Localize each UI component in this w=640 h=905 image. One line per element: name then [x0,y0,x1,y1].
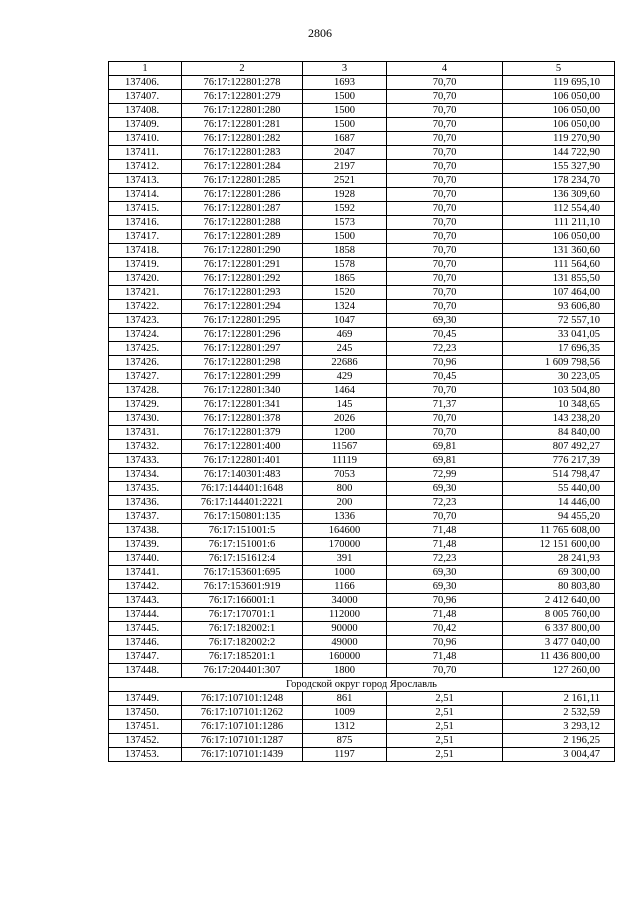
cadastral-value-cell: 3 004,47 [503,748,615,762]
specific-value-cell: 71,48 [387,524,503,538]
cadastral-number-cell: 76:17:151001:6 [182,538,303,552]
table-row [109,608,615,622]
cadastral-number-cell: 76:17:185201:1 [182,650,303,664]
table-row [109,538,615,552]
area-cell: 1573 [303,216,387,230]
cadastral-value-cell: 112 554,40 [503,202,615,216]
area-cell: 429 [303,370,387,384]
area-cell: 160000 [303,650,387,664]
area-cell: 1500 [303,90,387,104]
cadastral-number-cell: 76:17:122801:340 [182,384,303,398]
row-number-cell: 137439. [109,538,182,552]
table-row [109,328,615,342]
row-number-cell: 137440. [109,552,182,566]
area-cell: 1197 [303,748,387,762]
specific-value-cell: 2,51 [387,706,503,720]
cadastral-number-cell: 76:17:182002:1 [182,622,303,636]
row-number-cell: 137437. [109,510,182,524]
row-number-cell: 137424. [109,328,182,342]
table-row [109,748,615,762]
cadastral-value-cell: 6 337 800,00 [503,622,615,636]
specific-value-cell: 70,70 [387,216,503,230]
row-number-cell: 137445. [109,622,182,636]
table-row [109,580,615,594]
specific-value-cell: 70,42 [387,622,503,636]
table-row [109,384,615,398]
specific-value-cell: 70,70 [387,286,503,300]
cadastral-value-cell: 127 260,00 [503,664,615,678]
specific-value-cell: 70,70 [387,160,503,174]
row-number-cell: 137443. [109,594,182,608]
cadastral-value-cell: 17 696,35 [503,342,615,356]
table-row [109,174,615,188]
table-row [109,244,615,258]
row-number-cell: 137422. [109,300,182,314]
specific-value-cell: 70,70 [387,174,503,188]
specific-value-cell: 70,70 [387,76,503,90]
cadastral-number-cell: 76:17:107101:1248 [182,692,303,706]
area-cell: 1800 [303,664,387,678]
cadastral-number-cell: 76:17:151001:5 [182,524,303,538]
specific-value-cell: 69,81 [387,440,503,454]
area-cell: 1500 [303,104,387,118]
cadastral-number-cell: 76:17:140301:483 [182,468,303,482]
table-row [109,188,615,202]
cadastral-number-cell: 76:17:122801:289 [182,230,303,244]
cadastral-value-cell: 103 504,80 [503,384,615,398]
table-row [109,300,615,314]
row-number-cell: 137433. [109,454,182,468]
table-row [109,734,615,748]
cadastral-value-cell: 106 050,00 [503,90,615,104]
cadastral-value-cell: 2 412 640,00 [503,594,615,608]
table-row [109,216,615,230]
cadastral-value-cell: 776 217,39 [503,454,615,468]
cadastral-number-cell: 76:17:144401:1648 [182,482,303,496]
cadastral-number-cell: 76:17:182002:2 [182,636,303,650]
row-number-cell: 137423. [109,314,182,328]
area-cell: 1687 [303,132,387,146]
cadastral-number-cell: 76:17:122801:400 [182,440,303,454]
row-number-cell: 137452. [109,734,182,748]
cadastral-value-cell: 80 803,80 [503,580,615,594]
table-row [109,622,615,636]
cadastral-number-cell: 76:17:122801:281 [182,118,303,132]
row-number-cell: 137430. [109,412,182,426]
area-cell: 1047 [303,314,387,328]
cadastral-value-cell: 2 532,59 [503,706,615,720]
specific-value-cell: 69,30 [387,580,503,594]
cadastral-number-cell: 76:17:204401:307 [182,664,303,678]
table-row [109,594,615,608]
row-number-cell: 137453. [109,748,182,762]
cadastral-value-cell: 72 557,10 [503,314,615,328]
cadastral-number-cell: 76:17:122801:294 [182,300,303,314]
area-cell: 1928 [303,188,387,202]
table-row [109,482,615,496]
cadastral-value-cell: 106 050,00 [503,230,615,244]
page-number: 2806 [308,26,332,40]
area-cell: 1324 [303,300,387,314]
area-cell: 800 [303,482,387,496]
cadastral-number-cell: 76:17:122801:286 [182,188,303,202]
row-number-cell: 137436. [109,496,182,510]
cadastral-number-cell: 76:17:153601:695 [182,566,303,580]
row-number-cell: 137432. [109,440,182,454]
cadastral-value-cell: 143 238,20 [503,412,615,426]
cadastral-number-cell: 76:17:122801:291 [182,258,303,272]
cadastral-number-cell: 76:17:144401:2221 [182,496,303,510]
table-header-row [109,62,615,76]
table-row [109,496,615,510]
area-cell: 1200 [303,426,387,440]
row-number-cell: 137438. [109,524,182,538]
cadastral-value-cell: 111 211,10 [503,216,615,230]
specific-value-cell: 70,96 [387,636,503,650]
cadastral-number-cell: 76:17:122801:295 [182,314,303,328]
area-cell: 391 [303,552,387,566]
table-row [109,90,615,104]
specific-value-cell: 70,70 [387,244,503,258]
row-number-cell: 137425. [109,342,182,356]
table-row [109,524,615,538]
area-cell: 1500 [303,230,387,244]
table-row [109,342,615,356]
table-row [109,160,615,174]
area-cell: 2047 [303,146,387,160]
column-header-5: 5 [503,62,615,76]
row-number-cell: 137412. [109,160,182,174]
cadastral-value-cell: 144 722,90 [503,146,615,160]
table-row [109,258,615,272]
area-cell: 112000 [303,608,387,622]
cadastral-number-cell: 76:17:122801:293 [182,286,303,300]
specific-value-cell: 70,70 [387,104,503,118]
cadastral-number-cell: 76:17:122801:282 [182,132,303,146]
table-row [109,692,615,706]
table-row [109,706,615,720]
cadastral-value-cell: 807 492,27 [503,440,615,454]
row-number-cell: 137449. [109,692,182,706]
specific-value-cell: 70,70 [387,202,503,216]
cadastral-value-cell: 3 293,12 [503,720,615,734]
area-cell: 90000 [303,622,387,636]
cadastral-value-cell: 2 196,25 [503,734,615,748]
table-row [109,202,615,216]
cadastral-value-cell: 119 695,10 [503,76,615,90]
column-header-4: 4 [387,62,503,76]
table-row [109,118,615,132]
column-header-3: 3 [303,62,387,76]
specific-value-cell: 70,70 [387,90,503,104]
row-number-cell: 137451. [109,720,182,734]
table-row [109,370,615,384]
cadastral-value-cell: 93 606,80 [503,300,615,314]
area-cell: 34000 [303,594,387,608]
specific-value-cell: 71,37 [387,398,503,412]
row-number-cell: 137426. [109,356,182,370]
area-cell: 145 [303,398,387,412]
cadastral-number-cell: 76:17:153601:919 [182,580,303,594]
cadastral-value-cell: 107 464,00 [503,286,615,300]
row-number-cell: 137415. [109,202,182,216]
table-row [109,132,615,146]
row-number-cell: 137409. [109,118,182,132]
cadastral-number-cell: 76:17:122801:287 [182,202,303,216]
specific-value-cell: 70,70 [387,146,503,160]
specific-value-cell: 2,51 [387,748,503,762]
cadastral-value-cell: 131 855,50 [503,272,615,286]
specific-value-cell: 70,45 [387,328,503,342]
table-row [109,468,615,482]
specific-value-cell: 72,99 [387,468,503,482]
cadastral-number-cell: 76:17:122801:288 [182,216,303,230]
cadastral-value-cell: 69 300,00 [503,566,615,580]
area-cell: 170000 [303,538,387,552]
area-cell: 1500 [303,118,387,132]
area-cell: 1592 [303,202,387,216]
row-number-cell: 137442. [109,580,182,594]
area-cell: 861 [303,692,387,706]
cadastral-number-cell: 76:17:122801:401 [182,454,303,468]
cadastral-number-cell: 76:17:122801:299 [182,370,303,384]
row-number-cell: 137441. [109,566,182,580]
specific-value-cell: 2,51 [387,720,503,734]
area-cell: 469 [303,328,387,342]
cadastral-number-cell: 76:17:122801:292 [182,272,303,286]
cadastral-value-cell: 84 840,00 [503,426,615,440]
area-cell: 1312 [303,720,387,734]
area-cell: 1858 [303,244,387,258]
specific-value-cell: 70,70 [387,258,503,272]
specific-value-cell: 2,51 [387,734,503,748]
cadastral-number-cell: 76:17:122801:290 [182,244,303,258]
area-cell: 1166 [303,580,387,594]
row-number-cell: 137410. [109,132,182,146]
row-number-cell: 137413. [109,174,182,188]
area-cell: 245 [303,342,387,356]
table-row [109,412,615,426]
specific-value-cell: 72,23 [387,496,503,510]
table-row [109,566,615,580]
cadastral-number-cell: 76:17:170701:1 [182,608,303,622]
specific-value-cell: 71,48 [387,650,503,664]
area-cell: 1000 [303,566,387,580]
table-row [109,286,615,300]
cadastral-number-cell: 76:17:107101:1287 [182,734,303,748]
cadastral-value-cell: 11 436 800,00 [503,650,615,664]
table-row [109,426,615,440]
table-row [109,454,615,468]
specific-value-cell: 69,81 [387,454,503,468]
cadastral-value-table [108,61,615,762]
specific-value-cell: 70,96 [387,594,503,608]
specific-value-cell: 70,70 [387,510,503,524]
cadastral-value-cell: 55 440,00 [503,482,615,496]
cadastral-number-cell: 76:17:107101:1286 [182,720,303,734]
specific-value-cell: 72,23 [387,552,503,566]
specific-value-cell: 70,70 [387,118,503,132]
cadastral-value-cell: 3 477 040,00 [503,636,615,650]
row-number-cell: 137406. [109,76,182,90]
cadastral-value-cell: 28 241,93 [503,552,615,566]
specific-value-cell: 69,30 [387,566,503,580]
cadastral-value-cell: 155 327,90 [503,160,615,174]
row-number-cell: 137431. [109,426,182,440]
table-row [109,510,615,524]
table-row [109,552,615,566]
specific-value-cell: 70,70 [387,426,503,440]
cadastral-value-cell: 106 050,00 [503,118,615,132]
cadastral-number-cell: 76:17:122801:298 [182,356,303,370]
cadastral-number-cell: 76:17:107101:1262 [182,706,303,720]
row-number-cell: 137411. [109,146,182,160]
table-row [109,664,615,678]
row-number-cell: 137408. [109,104,182,118]
area-cell: 1865 [303,272,387,286]
cadastral-number-cell: 76:17:122801:280 [182,104,303,118]
row-number-cell: 137414. [109,188,182,202]
row-number-cell: 137428. [109,384,182,398]
row-number-cell: 137417. [109,230,182,244]
cadastral-value-cell: 111 564,60 [503,258,615,272]
row-number-cell: 137446. [109,636,182,650]
cadastral-value-cell: 30 223,05 [503,370,615,384]
row-number-cell: 137427. [109,370,182,384]
table-row [109,720,615,734]
specific-value-cell: 70,70 [387,132,503,146]
cadastral-value-cell: 2 161,11 [503,692,615,706]
specific-value-cell: 70,70 [387,300,503,314]
area-cell: 2521 [303,174,387,188]
row-number-cell: 137416. [109,216,182,230]
row-number-cell: 137434. [109,468,182,482]
area-cell: 1464 [303,384,387,398]
specific-value-cell: 71,48 [387,608,503,622]
area-cell: 2026 [303,412,387,426]
cadastral-value-cell: 106 050,00 [503,104,615,118]
specific-value-cell: 70,70 [387,384,503,398]
cadastral-value-cell: 14 446,00 [503,496,615,510]
specific-value-cell: 71,48 [387,538,503,552]
area-cell: 49000 [303,636,387,650]
table-row [109,76,615,90]
table-row [109,398,615,412]
cadastral-number-cell: 76:17:122801:279 [182,90,303,104]
table-row [109,104,615,118]
row-number-cell: 137407. [109,90,182,104]
cadastral-value-cell: 12 151 600,00 [503,538,615,552]
table-row [109,230,615,244]
specific-value-cell: 2,51 [387,692,503,706]
area-cell: 200 [303,496,387,510]
area-cell: 1520 [303,286,387,300]
cadastral-number-cell: 76:17:107101:1439 [182,748,303,762]
area-cell: 1336 [303,510,387,524]
cadastral-number-cell: 76:17:122801:284 [182,160,303,174]
column-header-2: 2 [182,62,303,76]
row-number-cell: 137419. [109,258,182,272]
specific-value-cell: 70,45 [387,370,503,384]
cadastral-number-cell: 76:17:122801:341 [182,398,303,412]
row-number-cell: 137418. [109,244,182,258]
table-row [109,356,615,370]
row-number-cell: 137421. [109,286,182,300]
specific-value-cell: 70,70 [387,412,503,426]
area-cell: 1693 [303,76,387,90]
cadastral-value-cell: 11 765 608,00 [503,524,615,538]
specific-value-cell: 70,96 [387,356,503,370]
row-number-cell: 137435. [109,482,182,496]
specific-value-cell: 69,30 [387,314,503,328]
cadastral-number-cell: 76:17:166001:1 [182,594,303,608]
row-number-cell: 137447. [109,650,182,664]
cadastral-value-cell: 119 270,90 [503,132,615,146]
area-cell: 7053 [303,468,387,482]
area-cell: 1009 [303,706,387,720]
specific-value-cell: 70,70 [387,230,503,244]
cadastral-value-cell: 514 798,47 [503,468,615,482]
cadastral-number-cell: 76:17:122801:378 [182,412,303,426]
specific-value-cell: 70,70 [387,664,503,678]
cadastral-number-cell: 76:17:122801:278 [182,76,303,90]
area-cell: 875 [303,734,387,748]
column-header-1: 1 [109,62,182,76]
row-number-cell: 137420. [109,272,182,286]
cadastral-number-cell: 76:17:151612:4 [182,552,303,566]
area-cell: 22686 [303,356,387,370]
cadastral-value-cell: 8 005 760,00 [503,608,615,622]
specific-value-cell: 70,70 [387,188,503,202]
table-body [109,76,615,762]
row-number-cell: 137429. [109,398,182,412]
section-row [109,678,615,692]
cadastral-value-cell: 178 234,70 [503,174,615,188]
area-cell: 11567 [303,440,387,454]
table-row [109,440,615,454]
cadastral-value-cell: 10 348,65 [503,398,615,412]
cadastral-number-cell: 76:17:150801:135 [182,510,303,524]
table-row [109,272,615,286]
cadastral-value-cell: 136 309,60 [503,188,615,202]
row-number-cell: 137444. [109,608,182,622]
cadastral-value-cell: 33 041,05 [503,328,615,342]
table-row [109,146,615,160]
cadastral-number-cell: 76:17:122801:285 [182,174,303,188]
cadastral-number-cell: 76:17:122801:379 [182,426,303,440]
area-cell: 2197 [303,160,387,174]
specific-value-cell: 70,70 [387,272,503,286]
section-title: Городской округ город Ярославль [109,678,615,692]
cadastral-number-cell: 76:17:122801:297 [182,342,303,356]
specific-value-cell: 69,30 [387,482,503,496]
area-cell: 1578 [303,258,387,272]
cadastral-value-cell: 131 360,60 [503,244,615,258]
cadastral-value-cell: 1 609 798,56 [503,356,615,370]
row-number-cell: 137450. [109,706,182,720]
area-cell: 11119 [303,454,387,468]
cadastral-number-cell: 76:17:122801:283 [182,146,303,160]
cadastral-number-cell: 76:17:122801:296 [182,328,303,342]
area-cell: 164600 [303,524,387,538]
cadastral-value-cell: 94 455,20 [503,510,615,524]
row-number-cell: 137448. [109,664,182,678]
table-row [109,650,615,664]
table-row [109,314,615,328]
specific-value-cell: 72,23 [387,342,503,356]
table-row [109,636,615,650]
